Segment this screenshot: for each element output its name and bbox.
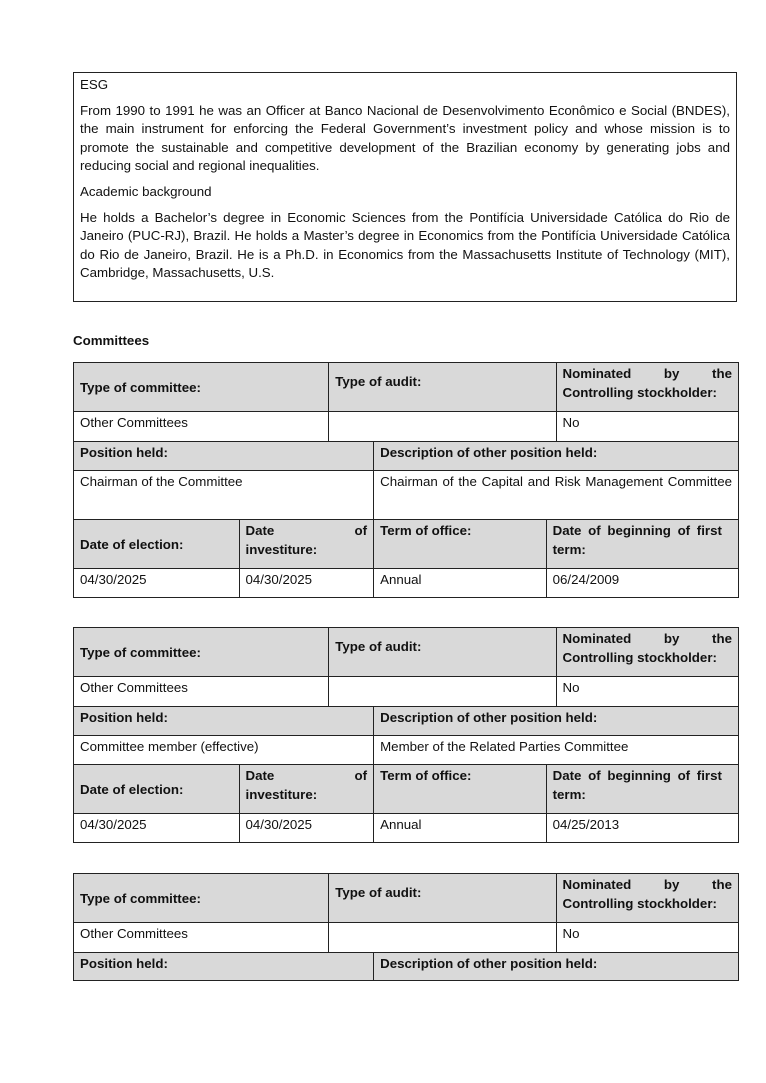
nominated-value: No (562, 415, 580, 430)
description-label: Description of other position held: (374, 442, 738, 470)
date-of-investiture-label: Date of investiture: (240, 520, 375, 568)
committee-header-row (73, 873, 739, 922)
nominated-label: Nominated by the Controlling stockholder: (557, 874, 738, 922)
nominated-label: Nominated by the Controlling stockholder: (557, 363, 738, 411)
committee-values-row (73, 411, 739, 441)
position-held-label: Position held: (74, 953, 374, 980)
position-values-row (73, 735, 739, 764)
dates-values-row (73, 568, 739, 598)
position-values-row (73, 470, 739, 519)
description-label: Description of other position held: (374, 953, 738, 980)
committee-header-row (73, 627, 739, 676)
dates-header-row (73, 519, 739, 568)
term-of-office-value: Annual (374, 814, 546, 842)
date-of-first-term-label: Date of beginning of first term: (547, 765, 738, 813)
section-title-committees: Committees (73, 333, 150, 348)
dates-values-row (73, 813, 739, 843)
description-label: Description of other position held: (374, 707, 738, 735)
nominated-value: No (562, 680, 580, 695)
term-of-office-label: Term of office: (374, 765, 546, 813)
description-value: Chairman of the Capital and Risk Management Committee (380, 474, 732, 489)
biography-box (73, 72, 737, 302)
committee-table (73, 627, 739, 843)
date-of-election-label: Date of election: (74, 520, 240, 568)
position-held-label: Position held: (74, 707, 374, 735)
position-held-value: Committee member (effective) (74, 736, 374, 764)
investiture-date-value: 04/30/2025 (240, 814, 375, 842)
type-of-audit-label: Type of audit: (329, 874, 556, 922)
investiture-date-value: 04/30/2025 (240, 569, 375, 597)
bio-paragraph-academic: He holds a Bachelor’s degree in Economic Sciences from the Pontifícia Universidade Católica do Rio de Janeiro (PUC-RJ), Brazil. He holds a Master’s degree in Economics from the Pontifícia Universidade Católica do Rio de Janeiro, Brazil. He is a Ph.D. in Economics from the Massachusetts Institute of Technology (MIT), Cambridge, Massachusetts, U.S. (80, 209, 730, 281)
description-value: Member of the Related Parties Committee (380, 739, 629, 754)
election-date-value: 04/30/2025 (74, 814, 240, 842)
nominated-value: No (562, 926, 580, 941)
position-held-value: Chairman of the Committee (74, 471, 374, 519)
committee-values-row (73, 922, 739, 952)
type-of-committee-label: Type of committee: (74, 628, 329, 676)
committee-table (73, 873, 739, 981)
first-term-date-value: 06/24/2009 (552, 572, 620, 587)
term-of-office-value: Annual (374, 569, 546, 597)
bio-heading-esg: ESG (80, 77, 109, 92)
date-of-investiture-label: Date of investiture: (240, 765, 375, 813)
term-of-office-label: Term of office: (374, 520, 546, 568)
position-header-row (73, 441, 739, 470)
dates-header-row (73, 764, 739, 813)
date-of-election-label: Date of election: (74, 765, 240, 813)
bio-paragraph-bndes: From 1990 to 1991 he was an Officer at Banco Nacional de Desenvolvimento Econômico e Social (BNDES), the main instrument for enforcing the Federal Government’s investment policy and whose mission is to promote the sustainable and competitive development of the Brazilian economy by generating jobs and reducing social and regional inequalities. (80, 102, 730, 174)
committee-type-value: Other Committees (74, 677, 329, 706)
committee-type-value: Other Committees (74, 412, 329, 441)
nominated-label: Nominated by the Controlling stockholder: (557, 628, 738, 676)
type-of-audit-label: Type of audit: (329, 628, 556, 676)
election-date-value: 04/30/2025 (74, 569, 240, 597)
audit-type-value (329, 923, 556, 952)
audit-type-value (329, 412, 556, 441)
position-header-row (73, 952, 739, 981)
type-of-committee-label: Type of committee: (74, 363, 329, 411)
committee-values-row (73, 676, 739, 706)
committee-type-value: Other Committees (74, 923, 329, 952)
type-of-audit-label: Type of audit: (329, 363, 556, 411)
position-held-label: Position held: (74, 442, 374, 470)
committee-header-row (73, 362, 739, 411)
committee-table (73, 362, 739, 598)
bio-heading-academic: Academic background (80, 183, 212, 199)
date-of-first-term-label: Date of beginning of first term: (547, 520, 738, 568)
position-header-row (73, 706, 739, 735)
type-of-committee-label: Type of committee: (74, 874, 329, 922)
first-term-date-value: 04/25/2013 (552, 817, 620, 832)
audit-type-value (329, 677, 556, 706)
